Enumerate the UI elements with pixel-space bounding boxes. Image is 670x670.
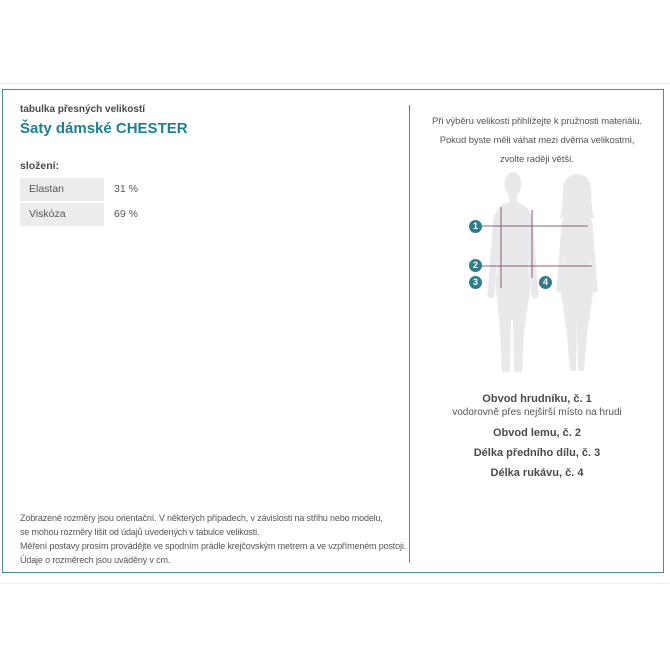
material-name-cell: Elastan bbox=[20, 178, 104, 201]
sizing-advice-line: Při výběru velikosti přihlížejte k pružnosti materiálu. bbox=[432, 116, 642, 127]
disclaimer-line: Měření postavy prosím provádějte ve spodním prádle krejčovským metrem a ve vzpřímeném postoji. bbox=[20, 541, 407, 551]
list-item bbox=[410, 446, 664, 460]
silhouette-figure-back bbox=[559, 174, 595, 371]
list-item bbox=[410, 466, 664, 480]
size-diagram-illustration bbox=[410, 168, 666, 380]
disclaimer-line: Zobrazené rozměry jsou orientační. V některých případech, v závislosti na střihu nebo modelu, bbox=[20, 513, 383, 523]
material-name-cell: Viskóza bbox=[20, 203, 104, 226]
material-percent-cell: 69 % bbox=[114, 208, 138, 220]
measurement-diagram bbox=[410, 168, 666, 380]
composition-table bbox=[20, 178, 138, 228]
list-item bbox=[410, 426, 664, 440]
measure-marker-4: 4 bbox=[539, 276, 552, 289]
table-row bbox=[20, 203, 138, 226]
page-bottom-separator bbox=[0, 583, 670, 584]
size-table-subtitle: tabulka přesných velikostí bbox=[20, 104, 146, 115]
page-top-separator bbox=[0, 83, 670, 84]
table-row bbox=[20, 178, 138, 201]
measurement-label: Obvod hrudníku, č. 1 bbox=[482, 393, 592, 405]
measurement-note: vodorovně přes nejširší místo na hrudi bbox=[452, 407, 622, 418]
sizing-advice-line: Pokud byste měli váhat mezi dvěma velikostmi, bbox=[439, 135, 635, 146]
measure-marker-2: 2 bbox=[469, 259, 482, 272]
disclaimer-line: se mohou rozměry lišit od údajů uvedených v tabulce velikosti. bbox=[20, 527, 260, 537]
disclaimer-line: Údaje o rozměrech jsou uváděny v cm. bbox=[20, 555, 171, 565]
sizing-advice-line: zvolte raději větší. bbox=[499, 154, 575, 165]
measurement-label: Délka předního dílu, č. 3 bbox=[473, 447, 601, 459]
composition-heading: složení: bbox=[20, 160, 60, 172]
measurement-legend bbox=[410, 392, 664, 486]
silhouette-figure-front bbox=[491, 172, 535, 372]
list-item bbox=[410, 392, 664, 420]
measure-marker-1: 1 bbox=[469, 220, 482, 233]
measurement-label: Délka rukávu, č. 4 bbox=[490, 467, 584, 479]
sizing-advice bbox=[410, 112, 664, 169]
measurement-disclaimer bbox=[20, 511, 406, 567]
product-title: Šaty dámské CHESTER bbox=[20, 120, 188, 137]
measure-marker-3: 3 bbox=[469, 276, 482, 289]
measurement-label: Obvod lemu, č. 2 bbox=[492, 427, 582, 439]
material-percent-cell: 31 % bbox=[114, 183, 138, 195]
